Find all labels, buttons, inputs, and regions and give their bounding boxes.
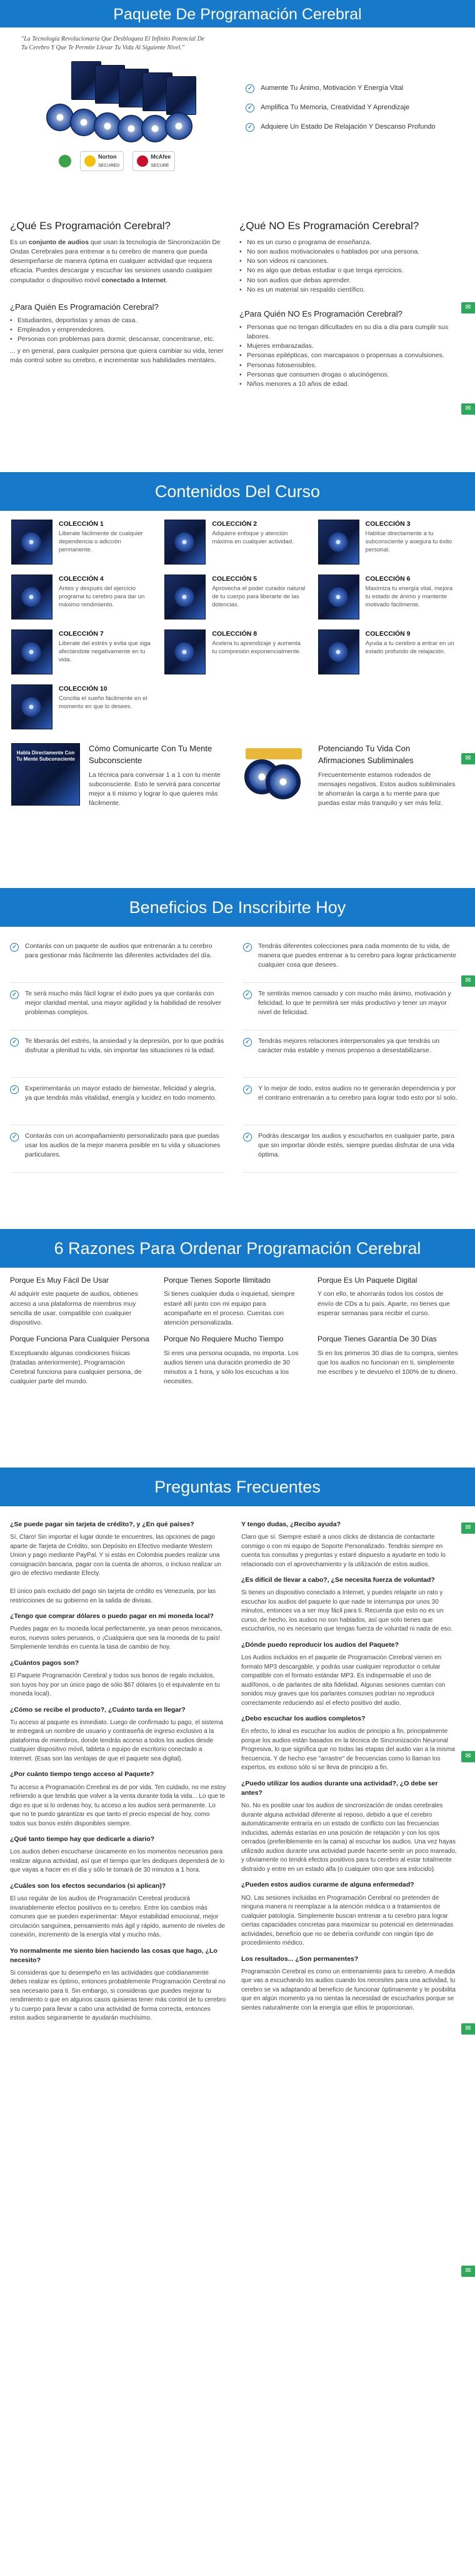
faq-item: [10, 1612, 226, 1652]
benefit-text: Te sentirás menos cansado y con mucho más ánimo, motivación y felicidad, lo que te permitirá ser más productivo y tener un mayor nivel de felicidad.: [258, 990, 451, 1017]
collection-cover-icon: [318, 575, 359, 619]
faq-question: ¿Por cuánto tiempo tengo acceso al Paquete?: [10, 1770, 154, 1779]
chat-button[interactable]: [461, 2266, 475, 2277]
collection-item: [11, 575, 152, 624]
faq-item: [241, 1779, 458, 1874]
reasons-section: [0, 1268, 475, 1468]
reason-text: Si en los primeros 30 días de tu compra, sientes que los audios no funcionan en ti, simplemente me escribes y te devuelvo el 100% de tu dinero.: [318, 1349, 458, 1376]
faq-item: [10, 1659, 226, 1699]
collection-item: [164, 629, 305, 679]
intro-text: Es un: [10, 238, 29, 246]
subliminal-discs-icon: [241, 743, 309, 806]
faq-question: ¿Se puede pagar sin tarjeta de crédito?, y ¿En qué países?: [10, 1521, 194, 1528]
collection-title: COLECCIÓN 8: [212, 630, 258, 638]
collection-cover-icon: [11, 629, 52, 674]
bonus-desc: La técnica para conversar 1 a 1 con tu mente subconsciente. Esto te servirá para concertar mejor a ti mismo y lograr lo que quieres más fácilmente.: [89, 771, 221, 807]
reason-text: Si eres una persona ocupada, no importa. Los audios tienen una duración promedio de 30 minutos a 1 hora, y sólo los escuchas a los necesites.: [164, 1349, 299, 1386]
chat-button[interactable]: [461, 975, 475, 987]
faq-item: [10, 1770, 226, 1828]
contents-section: [0, 511, 475, 888]
faq-question: ¿Cuántos pagos son?: [10, 1659, 79, 1667]
check-circle-icon: ✓: [246, 123, 254, 132]
benefit-item: [243, 1078, 458, 1125]
collection-item: [11, 684, 152, 734]
list-item: • Empleados y emprendedores.: [10, 325, 228, 335]
benefit-text: Y lo mejor de todo, estos audios no te generarán dependencia y por el contrario entrenarán a tu cerebro para lograr todo esto por sí solo.: [258, 1085, 458, 1102]
chat-button[interactable]: [461, 1751, 475, 1762]
faq-answer: Puedes pagar en tu moneda local perfectamente, ya sean pesos mexicanos, euros, nuevos soles peruanos, o ¡Cualquiera que sea la moneda de tu país! Simplemente tendrás en cuenta la tasa de cambio de hoy.: [10, 1626, 222, 1651]
benefit-text: Tendrás mejores relaciones interpersonales ya que tendrás un carácter más estable y menos propenso a desestabilizarse.: [258, 1037, 440, 1055]
collection-cover-icon: [318, 629, 359, 674]
faq-item: [241, 1955, 458, 2013]
reason-item: [10, 1275, 151, 1328]
collection-item: [164, 575, 305, 624]
list-item: • No es algo que debas estudiar o que tenga ejercicios.: [239, 266, 458, 275]
faq-question: ¿Dónde puedo reproducir los audios del Paquete?: [241, 1641, 399, 1649]
collection-desc: Antes y después del ejercicio programa tu cerebro para dar un máximo rendimiento.: [59, 585, 145, 608]
faq-item: [10, 1835, 226, 1875]
reason-title: Porque No Requiere Mucho Tiempo: [164, 1335, 284, 1344]
collection-item: [11, 520, 152, 570]
list-item: • No son audios motivacionales o hablados por una persona.: [239, 247, 458, 257]
check-circle-icon: ✓: [10, 943, 19, 952]
bonus-title: Potenciando Tu Vida Con Afirmaciones Subliminales: [318, 744, 414, 765]
not-for-list: [239, 323, 458, 390]
reason-item: [318, 1275, 459, 1328]
benefit-item: [10, 1030, 224, 1078]
reason-text: Si tienes cualquier duda o inquietud, siempre estaré allí junto con mi equipo para acompañarte en el proceso. Cuentas con atención personalizada.: [164, 1290, 295, 1327]
collection-cover-icon: [11, 684, 52, 729]
hero-section: [0, 27, 475, 215]
hero-check-text: Amplifica Tu Memoria, Creatividad Y Aprendizaje: [261, 103, 410, 111]
collection-title: COLECCIÓN 6: [365, 575, 411, 583]
faq-question: ¿Tengo que comprar dólares o puedo pagar en mi moneda local?: [10, 1612, 214, 1621]
check-circle-icon: ✓: [10, 1085, 19, 1094]
reasons-banner: [0, 1229, 475, 1268]
norton-label: Norton: [98, 153, 117, 160]
faq-question: ¿Cómo se recibe el producto?, ¿Cuánto tarda en llegar?: [10, 1705, 186, 1714]
top-banner: [0, 0, 475, 27]
list-item: • Personas que consumen drogas o alucinógenos.: [239, 370, 458, 380]
list-item: • No son audios que debas aprender.: [239, 276, 458, 285]
benefit-text: Te será mucho más fácil lograr el éxito pues ya que contarás con mejor claridad mental, una mayor agilidad y la habilidad de resolver problemas complejos.: [25, 990, 222, 1017]
list-item: • Personas que no tengan dificultades en su día a día para cumplir sus labores.: [239, 323, 458, 342]
faq-answer: Tu acceso a Programación Cerebral es de por vida. Ten cuidado, no me estoy refiriendo a que tendrás que volver a la venta durante toda la vida... Lo que te digo es que si lo ordenas hoy, tu acceso a los audios será permanente. Lo que no te puedo garantizar es que tanto el precio especial de hoy, como todos sus bonos estén disponibles siempre.: [10, 1784, 226, 1827]
benefit-item: [243, 935, 458, 983]
benefit-item: [10, 983, 224, 1030]
mcafee-label: McAfee: [151, 153, 171, 160]
list-item: • Personas fotosensibles.: [239, 361, 458, 370]
benefit-text: Te liberarás del estrés, la ansiedad y la depresión, por lo que podrás disfrutar a plenitud tu vida, sin importar las situaciones ni la edad.: [25, 1037, 224, 1055]
faq-item: [10, 1705, 226, 1764]
collection-title: COLECCIÓN 5: [212, 575, 258, 583]
check-circle-icon: ✓: [246, 84, 254, 93]
reason-item: [318, 1334, 459, 1386]
benefit-item: [10, 1125, 224, 1173]
collection-item: [318, 575, 459, 624]
check-circle-icon: ✓: [243, 1085, 252, 1094]
collection-title: COLECCIÓN 2: [212, 520, 258, 528]
benefit-item: [243, 1125, 458, 1173]
check-circle-icon: ✓: [243, 1133, 252, 1142]
hero-check-text: Adquiere Un Estado De Relajación Y Descanso Profundo: [261, 122, 436, 131]
check-circle-icon: ✓: [10, 1133, 19, 1142]
chat-button[interactable]: [461, 302, 475, 313]
mcafee-shield-icon: [137, 155, 148, 167]
list-item: • Estudiantes, deportistas y amas de casa.: [10, 316, 228, 325]
benefit-text: Contarás con un acompañamiento personalizado para que puedas usar los audios de la mejor manera posible en tu vida y situaciones particulares.: [25, 1132, 221, 1159]
collection-cover-icon: [164, 575, 206, 619]
disc-icon: [266, 764, 301, 799]
for-who-title: ¿Para Quién Es Programación Cerebral?: [10, 302, 159, 312]
benefit-item: [243, 983, 458, 1030]
disc-icon: [70, 109, 98, 136]
benefits-title: Beneficios De Inscribirte Hoy: [129, 898, 346, 917]
collection-item: [318, 520, 459, 570]
chat-icon: ✉: [465, 1752, 471, 1760]
intro-bold: conjunto de audios: [28, 238, 89, 246]
collection-title: COLECCIÓN 10: [59, 685, 108, 693]
benefit-text: Contarás con un paquete de audios que entrenarán a tu cerebro para gestionar más fácilmente las diferentes actividades del día.: [25, 942, 212, 960]
chat-icon: ✉: [465, 303, 471, 312]
collection-title: COLECCIÓN 1: [59, 520, 104, 528]
benefit-item: [243, 1030, 458, 1078]
check-circle-icon: ✓: [243, 943, 252, 952]
faq-answer: NO. Las sesiones incluidas en Programación Cerebral no pretenden de ninguna manera ni reemplazar a la atención médica o a tratamientos de cualquier patología. Simplemente buscan entrenar a tu cerebro para lograr ciertas capacidades concretas para maximizar su potencial en determinadas actividades, beneficio que no se debería confundir con ningún tipo de procedimiento médico.: [241, 1894, 454, 1947]
mcafee-sub-label: SECURE: [151, 163, 169, 168]
faq-answer: Los audios deben escucharse únicamente en los momentos necesarios para realizar alguna actividad, así que el tiempo que les dediques dependerá de lo que vayas a hacer en el día y sólo te tomará de 30 minutos a 1 hora.: [10, 1848, 225, 1874]
faq-question: ¿Es difícil de llevar a cabo?, ¿Se necesita fuerza de voluntad?: [241, 1576, 435, 1584]
disc-icon: [165, 112, 192, 140]
chat-icon: ✉: [465, 977, 471, 985]
intro-text: .: [166, 276, 168, 284]
list-item: • No es un material sin respaldo científico.: [239, 285, 458, 295]
faq-item: [241, 1880, 458, 1948]
subconscious-cover-icon: [11, 743, 80, 806]
chat-button[interactable]: [461, 1522, 475, 1534]
faq-banner: [0, 1468, 475, 1506]
check-circle-icon: ✓: [243, 1038, 252, 1047]
faq-item: [10, 1882, 226, 1940]
bonus-title: Cómo Comunicarte Con Tu Mente Subconsciente: [89, 744, 212, 765]
list-item: • Personas epilépticas, con marcapasos o propensas a convulsiones.: [239, 351, 458, 360]
hero-check-text: Aumente Tu Ánimo, Motivación Y Energía Vital: [261, 84, 404, 92]
check-circle-icon: ✓: [246, 104, 254, 112]
for-who-list: [10, 316, 228, 345]
not-for-title: ¿Para Quién NO Es Programación Cerebral?: [239, 308, 402, 318]
benefit-text: Podrás descargar los audios y escucharlos en cualquier parte, para que sin importar dónde estés, siempre puedas disfrutar de una vida óptima.: [258, 1132, 455, 1159]
collection-title: COLECCIÓN 3: [365, 520, 411, 528]
faq-answer: Si consideras que tu desempeño en las actividades que cotidianamente debes realizar es óptimo, entonces probablemente Programación Cerebral no sea necesario para ti. Sin embargo, si consideras que puedes mejorar tu rendimiento o que en algunos casos quisieras tener más control de tu cerebro y tu cuerpo para llevar a cabo una actividad de forma correcta, entonces estos audios seguramente te ayudarán muchísimo.: [10, 1969, 226, 2022]
faq-grid: [0, 1506, 475, 2023]
security-badges: [59, 151, 227, 171]
hero-check-item: [246, 98, 458, 117]
faq-section: [0, 1506, 475, 2487]
chat-icon: ✉: [465, 405, 471, 413]
contents-banner: [0, 472, 475, 511]
faq-answer: El uso regular de los audios de Programación Cerebral producirá invariablemente efectos positivos en tu cerebro. Entre los cambios más comunes que se pueden experimentar: Mayor estabilidad emocional, mejor circulación sanguínea, pensamiento más ágil y rápido, aumento de niveles de conexión, incremento de la energía vital y mucho más.: [10, 1895, 226, 1939]
contents-title: Contenidos Del Curso: [154, 482, 321, 501]
collection-desc: Liberate fácilmente de cualquier dependencia o adicción permanente.: [59, 530, 143, 553]
chat-icon: ✉: [465, 2025, 471, 2033]
guarantee-seal-icon: [59, 155, 71, 167]
faq-answer: Sí, Claro! Sin importar el lugar donde te encuentres, las opciones de pago aparte de Tarjeta de Crédito, son Depósito en Efectivo mediante Western Union y pago mediante PayPal. Y si estás en Colombia puedes realizar una consignación bancaria, pagar con la cuenta de ahorros, o incluso realizar un giro de efectivo mediante Efecty. El único país excluido del pago sin tarjeta de crédito es Venezuela, por las restricciones de su gobierno en la salida de divisas.: [10, 1534, 221, 1604]
collection-cover-icon: [164, 629, 206, 674]
bonus-feature: [11, 743, 229, 829]
list-item: • No son videos ni canciones.: [239, 257, 458, 266]
faq-answer: El Paquete Programación Cerebral y todos sus bonos de regalo incluidos, son tuyos hoy por un único pago de sólo $67 dólares (o el equivalente en tu moneda local).: [10, 1672, 220, 1698]
reason-text: Y con ello, te ahorrarás todos los costos de envío de CDs a tu país. Aparte, no tienes que esperar semanas para recibir el curso.: [318, 1290, 450, 1317]
collections-grid: [0, 511, 475, 734]
chat-icon: ✉: [465, 754, 471, 762]
chat-icon: ✉: [465, 2267, 471, 2275]
faq-item: [241, 1576, 458, 1634]
bonus-feature: [241, 743, 459, 829]
disc-icon: [46, 104, 74, 131]
benefits-grid: [0, 927, 475, 1173]
hero-benefits: [246, 35, 458, 215]
what-not-title: ¿Qué NO Es Programación Cerebral?: [239, 220, 419, 232]
hero-quote: "La Tecnología Revolucionaria Que Desbloquea El Infinito Potencial De Tu Cerebro Y Que Te Permite Llevar Tu Vida Al Siguiente Nivel.": [21, 36, 205, 51]
collection-desc: Habitúe directamente a tu subconsciente y asegura tu éxito personal.: [365, 530, 452, 553]
collection-desc: Liberate del estrés y evita que siga afectándote negativamente en tu vida.: [59, 640, 151, 663]
benefit-item: [10, 935, 224, 983]
reason-title: Porque Es Un Paquete Digital: [318, 1276, 418, 1285]
faq-question: ¿Puedo utilizar los audios durante una actividad?, ¿O debe ser antes?: [241, 1779, 438, 1797]
chat-icon: ✉: [465, 1524, 471, 1532]
reason-item: [164, 1334, 305, 1386]
faq-item: [241, 1641, 458, 1708]
benefits-section: [0, 927, 475, 1229]
intro-bold: conectado a Internet: [101, 276, 166, 284]
reason-title: Porque Funciona Para Cualquier Persona: [10, 1335, 149, 1344]
reason-title: Porque Es Muy Fácil De Usar: [10, 1276, 109, 1285]
faq-answer: Claro que sí. Siempre estaré a unos clicks de distancia de contactarte conmigo o con mi equipo de Soporte Personalizado. Tendrás siempre en cuenta tus consultas y preguntas y estaré dispuesto a ayudarte en todo lo relacionado con el aprovechamiento y la utilización de estos audios.: [241, 1534, 446, 1568]
list-item: • Niños menores a 10 años de edad.: [239, 380, 458, 389]
list-item: • Mujeres embarazadas.: [239, 342, 458, 351]
chat-button[interactable]: [461, 2023, 475, 2035]
hero-check-item: [246, 79, 458, 98]
faq-item: [241, 1520, 458, 1569]
reason-item: [10, 1334, 151, 1386]
what-not-list: [239, 238, 458, 295]
norton-check-icon: [84, 155, 96, 167]
list-item: • Personas con problemas para dormir, descansar, concentrarse, etc.: [10, 335, 228, 344]
collection-desc: Ayuda a tu cerebro a entrar en un estado profundo de relajación.: [365, 640, 454, 656]
info-section: [0, 215, 475, 472]
faq-question: Los resultados... ¿Son permanentes?: [241, 1955, 359, 1963]
collection-desc: Aprovecha el poder curador natural de tu cuerpo para liberarte de las dolencias.: [212, 585, 306, 608]
reason-text: Exceptuando algunas condiciones físicas (tratadas anteriormente), Programación Cerebral funciona para cualquier persona, de cualquier parte del mundo.: [10, 1349, 142, 1386]
reason-text: Al adquirir este paquete de audios, obtienes acceso a una plataforma de miembros muy sencilla de usar, compatible con cualquier dispositivo.: [10, 1290, 138, 1327]
benefit-text: Experimentarás un mayor estado de bienestar, felicidad y alegría, ya que tendrás más vitalidad, energía y lucidez en todo momento.: [25, 1085, 217, 1102]
intro-text: que usan la tecnología de Sincronización De Ondas Cerebrales para entrenar a tu cerebro de manera que pueda desempeñarse de manera óptima en cualquier actividad que requiera eficacia. Puedes descargar y escuchar las sesiones usando cualquier computador o dispositivo móvil: [10, 238, 221, 284]
collection-desc: Adquiere enfoque y atención máxima en cualquier actividad.: [212, 530, 294, 546]
faq-question: Yo normalmente me siento bien haciendo las cosas que hago, ¿Lo necesito?: [10, 1947, 218, 1964]
benefit-text: Tendrás diferentes colecciones para cada momento de tu vida, de manera que puedes entrenar a tu cerebro para lograr prácticamente cualquier cosa que desees.: [258, 942, 456, 969]
hero-check-item: [246, 117, 458, 137]
faq-answer: Programación Cerebral es como un entrenamiento para tu cerebro. A medida que vas a escuchando los audios cuando los necesites para una actividad, tu cerebro se va adaptando al beneficio de funcionar óptimamente y te posibilita que en algún momento ya no sientas la necesidad de escucharlos porque se sientes naturalmente con la energía que ellos te proporcionan.: [241, 1968, 456, 2011]
collection-cover-icon: [164, 520, 206, 565]
faq-right-column: [241, 1514, 458, 2023]
collection-title: COLECCIÓN 9: [365, 630, 411, 638]
benefit-item: [10, 1078, 224, 1125]
faq-title: Preguntas Frecuentes: [154, 1478, 321, 1496]
faq-item: [241, 1714, 458, 1773]
chat-button[interactable]: [461, 403, 475, 415]
faq-item: [10, 1947, 226, 2023]
faq-answer: Si tienes un dispositivo conectado a Internet, y puedes relajarte un rato y escuchar los audios del paquete lo que nade te interrumpa por unos 30 minutos, entonces va a ser muy fácil para ti. Recuerda que esto no es un curso, de hecho, los audios no son hablados, así que solo tienes que escucharlos, no es necesario que tengas fuerza de voluntad ni nada de eso.: [241, 1589, 453, 1633]
faq-answer: Los Audios incluidos en el paquete de Programación Cerebral vienen en formato MP3 descargable, y podrás usar cualquier reproductor o celular compatible con el formato estándar MP3. Es indispensable el uso de audífonos, o de parlantes de alta fidelidad. Algunas sesiones cuentan con sonidos muy graves que los parlantes comunes podrían no reproducir correctamente reduciendo así el efecto positivo del audio.: [241, 1654, 446, 1707]
collection-desc: Concilia el sueño fácilmente en el momento en que lo desees.: [59, 695, 148, 711]
check-circle-icon: ✓: [243, 990, 252, 999]
bonus-row: [0, 734, 475, 829]
product-image: [46, 61, 221, 142]
product-box-icon: [166, 76, 196, 115]
chat-button[interactable]: [461, 753, 475, 764]
bonus-desc: Frecuentemente estamos rodeados de mensajes negativos. Estos audios subliminales te ahorrarán la carga a tu mente para que puedas estar más tranquilo y ser más feliz.: [318, 771, 456, 807]
collection-item: [11, 629, 152, 679]
benefits-banner: [0, 888, 475, 927]
collection-title: COLECCIÓN 4: [59, 575, 104, 583]
subliminal-label-icon: [246, 748, 302, 759]
reasons-grid: [0, 1268, 475, 1387]
faq-question: Y tengo dudas, ¿Recibo ayuda?: [241, 1521, 341, 1528]
check-circle-icon: ✓: [10, 1038, 19, 1047]
faq-question: ¿Cuáles son los efectos secundarios (si aplican)?: [10, 1882, 166, 1890]
faq-question: ¿Qué tanto tiempo hay que dedicarle a diario?: [10, 1835, 155, 1843]
subconscious-cover-text: Habla Directamente Con Tu Mente Subconsciente: [16, 750, 75, 762]
what-not-column: [239, 215, 458, 472]
reason-title: Porque Tienes Soporte Ilimitado: [164, 1276, 271, 1285]
what-is-title: ¿Qué Es Programación Cerebral?: [10, 220, 171, 232]
faq-question: ¿Pueden estos audios curarme de alguna enfermedad?: [241, 1881, 414, 1889]
faq-answer: Tu acceso al paquete es inmediato. Luego de confirmado tu pago, el sistema te entregará un nombre de usuario y contraseña de ingreso exclusivo a la plataforma de miembros, donde tendrás acceso a todos los audios desde cualquier dispositivo móvil, tableta o equipo de escritorio conectado a Internet. (Esas son las ventajas de que el paquete sea digital).: [10, 1719, 223, 1762]
collection-item: [164, 520, 305, 570]
faq-question: ¿Debo escuchar los audios completos?: [241, 1715, 366, 1723]
faq-answer: En efecto, lo ideal es escuchar los audios de principio a fin, principalmente porque los audios están basados en la técnica de Sincronización Neuronal Progresiva, lo que significa que no todas las etapas del audio van a la misma frecuencia. Y de hecho ese "arrastre" de frecuencias como lo llaman los expertos, es exitoso sólo si se lleva de principio a fin.: [241, 1728, 455, 1772]
faq-answer: No. No es posible usar los audios de sincronización de ondas cerebrales durante alguna actividad diferente al reposo, debido a que el cerebro automáticamente entraría en un estado de conflicto con las frecuencias inducidas, además estarías en una posición de relajación y con los ojos cerrados (preferiblemente en la cama) al escuchar los audios. Una vez hayas utilizado audios durante una actividad puede hacerte sentir un poco mareado, y obviamente no tendrá efectos positivos para tu cerebro al estar totalmente distraído y entre en un estado alfa (o cualquier otro que sea inducido).: [241, 1802, 457, 1873]
collection-title: COLECCIÓN 7: [59, 630, 104, 638]
what-is-intro: [10, 238, 228, 285]
collection-cover-icon: [11, 575, 52, 619]
list-item: • No es un curso o programa de enseñanza.: [239, 238, 458, 247]
collection-cover-icon: [318, 520, 359, 565]
what-is-column: [10, 215, 228, 472]
hero-left: [21, 35, 227, 215]
faq-left-column: [10, 1514, 226, 2023]
collection-desc: Acelera tu aprendizaje y aumenta tu compresión exponencialmente.: [212, 640, 301, 656]
collection-item: [318, 629, 459, 679]
collection-desc: Maximiza tu energía vital, mejora tu estado de ánimo y mantente motivado fácilmente.: [365, 585, 453, 608]
faq-item: [10, 1520, 226, 1606]
norton-badge: [80, 151, 124, 171]
reasons-title: 6 Razones Para Ordenar Programación Cerebral: [54, 1239, 421, 1258]
reason-item: [164, 1275, 305, 1328]
collection-cover-icon: [11, 520, 52, 565]
norton-sub-label: SECURED: [98, 163, 120, 168]
check-circle-icon: ✓: [10, 990, 19, 999]
for-who-footer: ... y en general, para cualquier persona que quiera cambiar su vida, tener más control sobre su cerebro, e incrementar sus habilidades mentales.: [10, 347, 224, 365]
mcafee-badge: [132, 151, 175, 171]
page-title: Paquete De Programación Cerebral: [113, 6, 362, 23]
reason-title: Porque Tienes Garantía De 30 Días: [318, 1335, 437, 1344]
